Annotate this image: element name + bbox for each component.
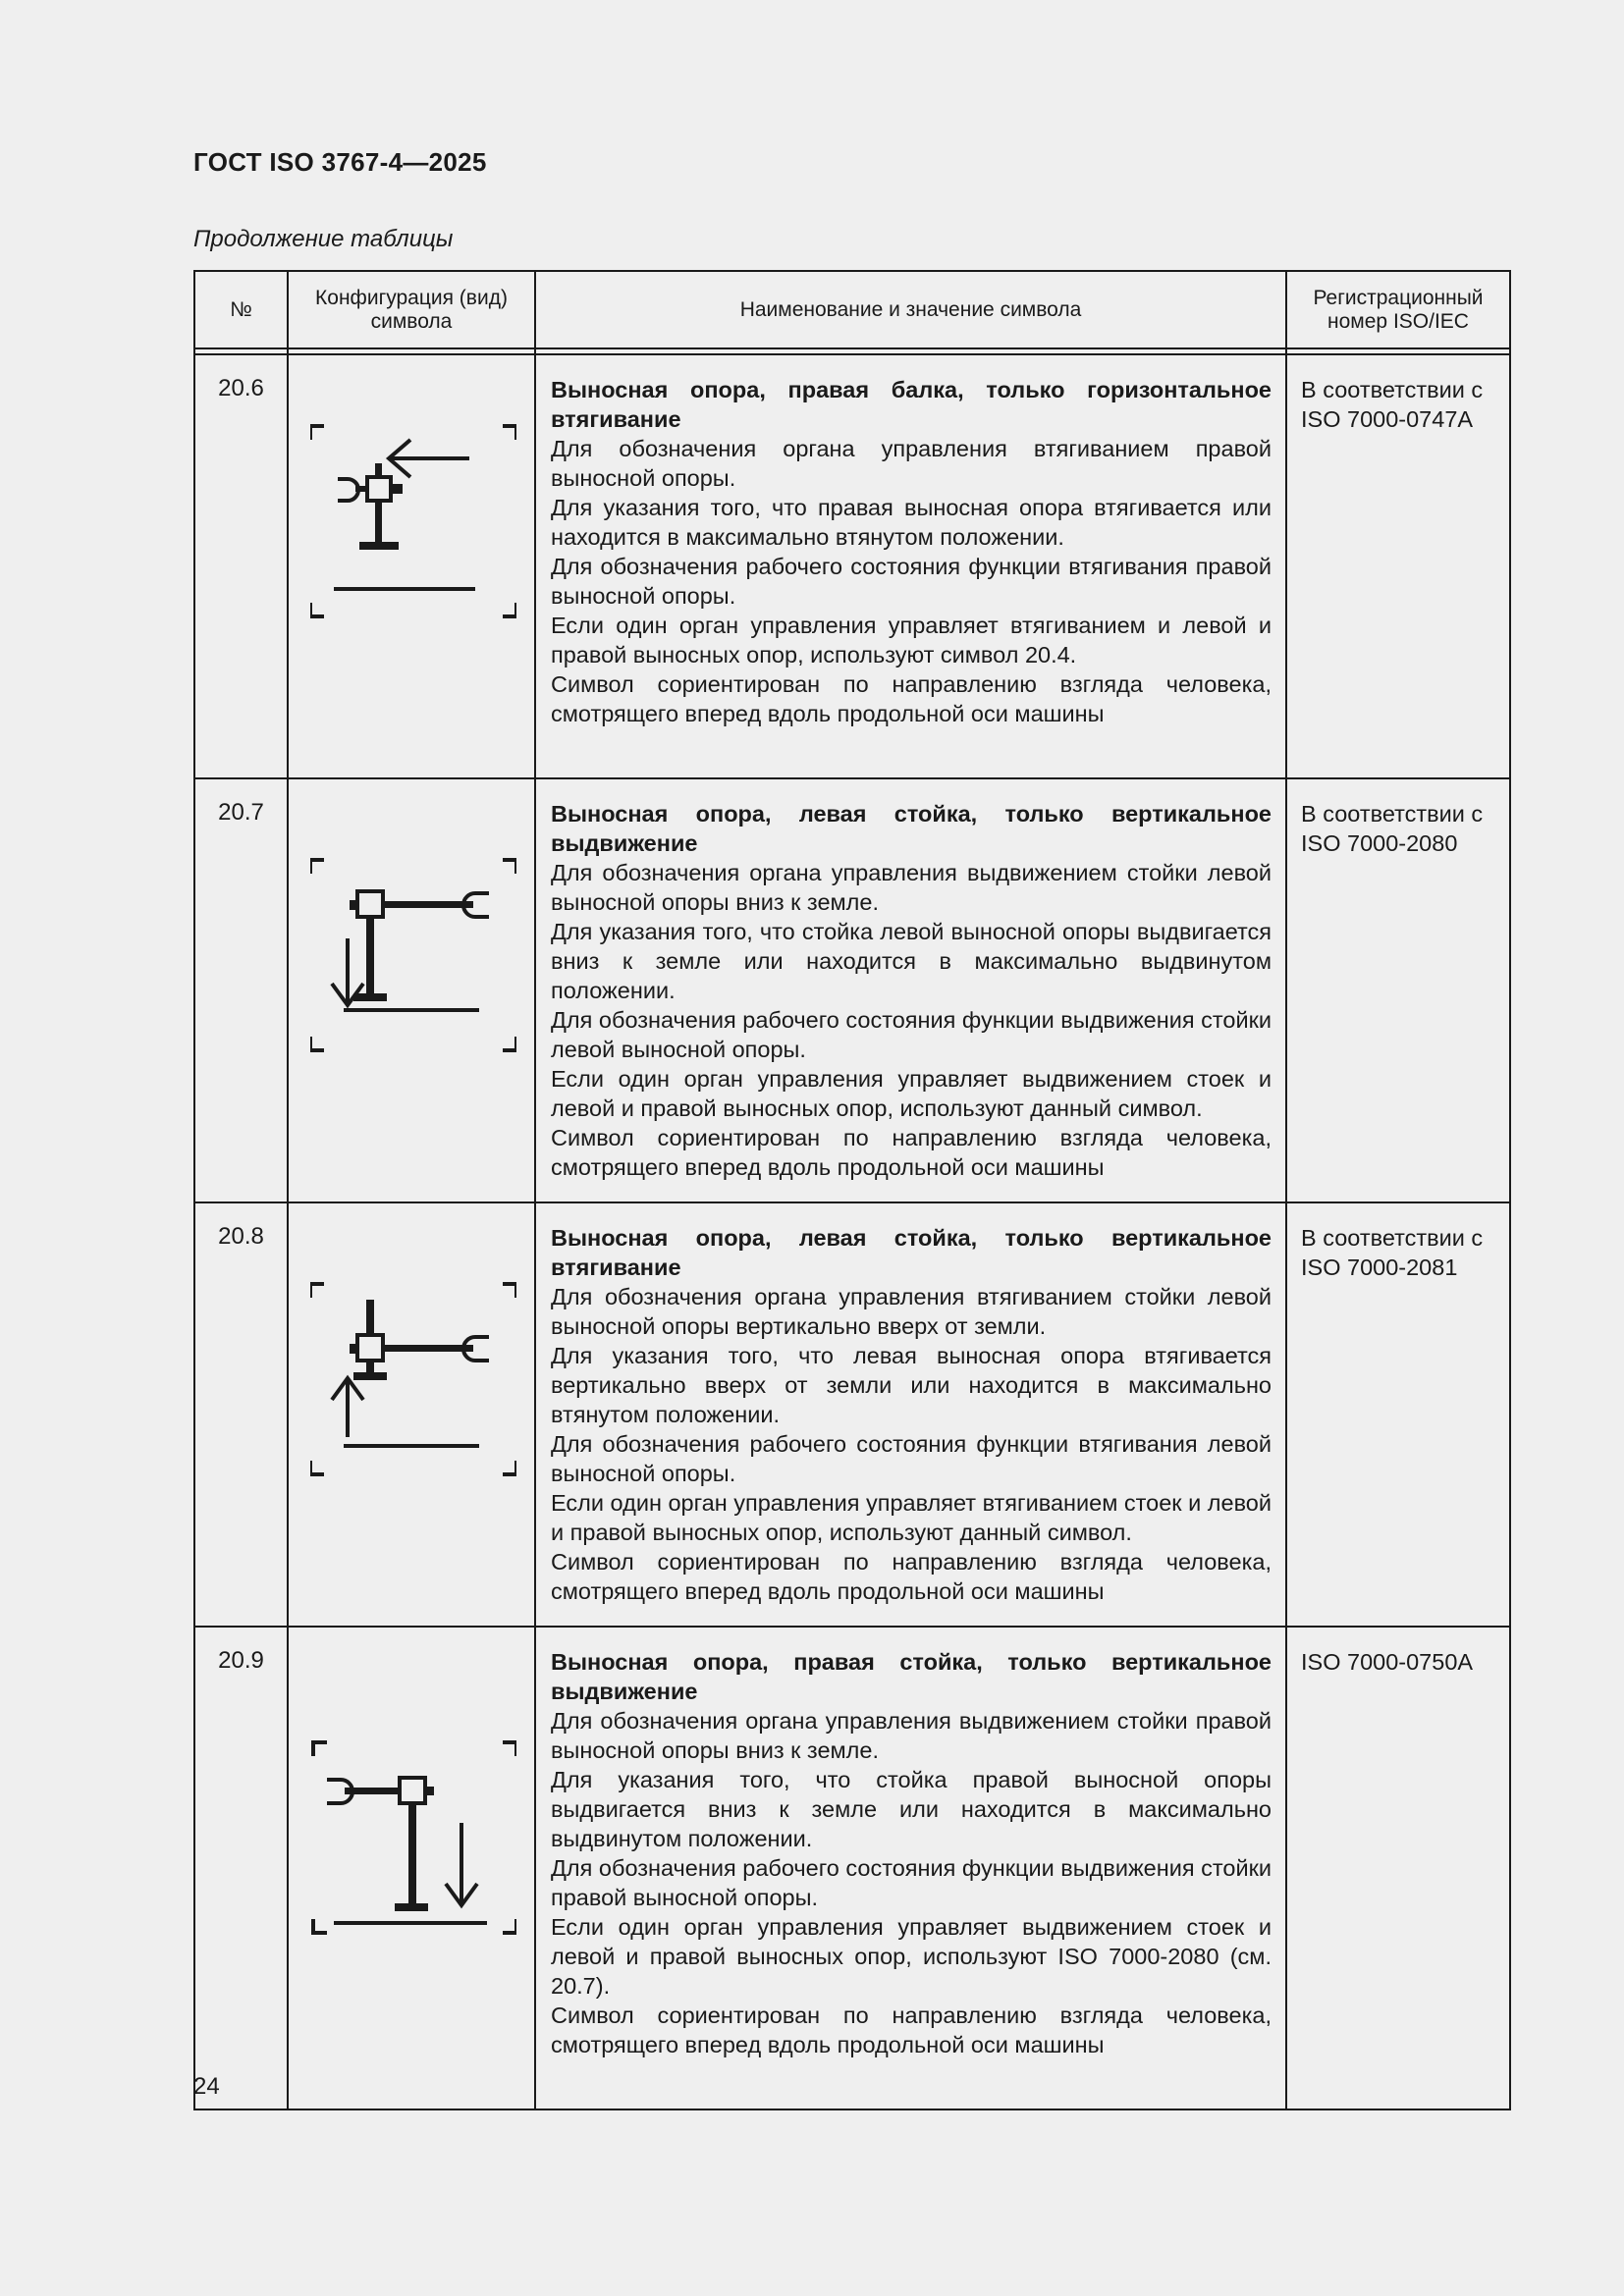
column-header-configuration: Конфигурация (вид) символа (288, 271, 535, 348)
row-number: 20.9 (194, 1627, 288, 2109)
table-caption: Продолжение таблицы (193, 226, 454, 252)
symbol-description-line: Для обозначения рабочего состояния функции выдвижения стойки правой выносной опоры. (551, 1855, 1272, 1910)
symbol-description-line: Для обозначения органа управления выдвижением стойки левой выносной опоры вниз к земле. (551, 860, 1272, 915)
column-header-registration: Регистрационный номер ISO/IEC (1286, 271, 1510, 348)
symbol-description-line: Для обозначения рабочего состояния функции втягивания правой выносной опоры. (551, 554, 1272, 609)
symbol-description-line: Если один орган управления управляет втягиванием стоек и левой и правой выносных опор, используют данный символ. (551, 1490, 1272, 1545)
symbol-description-line: Для обозначения органа управления втягиванием стойки левой выносной опоры вертикально вверх от земли. (551, 1284, 1272, 1339)
symbol-description-line: Для указания того, что правая выносная опора втягивается или находится в максимально втянутом положении. (551, 495, 1272, 550)
symbol-description-line: Для обозначения органа управления выдвижением стойки правой выносной опоры вниз к земле. (551, 1708, 1272, 1763)
table-row (194, 1202, 1510, 1627)
document-header: ГОСТ ISO 3767-4—2025 (193, 147, 487, 177)
symbol-description-line: Для указания того, что стойка левой выносной опоры выдвигается вниз к земле или находится в максимально выдвинутом положении. (551, 919, 1272, 1003)
symbol-title: Выносная опора, левая стойка, только вертикальное втягивание (551, 1225, 1272, 1280)
symbol-title: Выносная опора, правая стойка, только вертикальное выдвижение (551, 1649, 1272, 1704)
symbol-description-line: Для обозначения рабочего состояния функции втягивания левой выносной опоры. (551, 1431, 1272, 1486)
registration-number: В соответствии с ISO 7000-2081 (1286, 1202, 1510, 1627)
table-row (194, 778, 1510, 1202)
outrigger-right-jack-extend-icon (310, 1740, 516, 1956)
symbol-description-line: Символ сориентирован по направлению взгляда человека, смотрящего вперед вдоль продольной оси машины (551, 2002, 1272, 2057)
row-number: 20.7 (194, 778, 288, 1202)
symbols-table (193, 270, 1511, 2110)
outrigger-right-beam-retract-icon (310, 424, 516, 640)
page-number: 24 (193, 2073, 220, 2100)
symbol-description-line: Для обозначения рабочего состояния функции выдвижения стойки левой выносной опоры. (551, 1007, 1272, 1062)
registration-number: ISO 7000-0750A (1286, 1627, 1510, 2109)
symbol-description-line: Символ сориентирован по направлению взгляда человека, смотрящего вперед вдоль продольной оси машины (551, 1549, 1272, 1604)
table-header-row (194, 271, 1510, 348)
symbol-title: Выносная опора, левая стойка, только вертикальное выдвижение (551, 801, 1272, 856)
outrigger-left-jack-extend-icon (310, 858, 516, 1074)
table-row (194, 354, 1510, 778)
symbol-description-line: Для указания того, что левая выносная опора втягивается вертикально вверх от земли или находится в максимально втянутом положении. (551, 1343, 1272, 1427)
column-header-number: № (194, 271, 288, 348)
symbol-description-line: Если один орган управления управляет выдвижением стоек и левой и правой выносных опор, используют ISO 7000-2080 (см. 20.7). (551, 1914, 1272, 1999)
symbol-description-line: Если один орган управления управляет выдвижением стоек и левой и правой выносных опор, используют данный символ. (551, 1066, 1272, 1121)
symbol-title: Выносная опора, правая балка, только горизонтальное втягивание (551, 377, 1272, 432)
row-number: 20.6 (194, 354, 288, 778)
row-number: 20.8 (194, 1202, 288, 1627)
symbol-description-line: Для указания того, что стойка правой выносной опоры выдвигается вниз к земле или находится в максимально выдвинутом положении. (551, 1767, 1272, 1851)
symbol-description-line: Если один орган управления управляет втягиванием и левой и правой выносных опор, используют символ 20.4. (551, 613, 1272, 667)
symbol-description-line: Символ сориентирован по направлению взгляда человека, смотрящего вперед вдоль продольной оси машины (551, 1125, 1272, 1180)
column-header-name: Наименование и значение символа (535, 271, 1286, 348)
table-row (194, 1627, 1510, 2109)
registration-number: В соответствии с ISO 7000-0747A (1286, 354, 1510, 778)
symbol-description-line: Символ сориентирован по направлению взгляда человека, смотрящего вперед вдоль продольной оси машины (551, 671, 1272, 726)
outrigger-left-jack-retract-icon (310, 1282, 516, 1498)
registration-number: В соответствии с ISO 7000-2080 (1286, 778, 1510, 1202)
symbol-description-line: Для обозначения органа управления втягиванием правой выносной опоры. (551, 436, 1272, 491)
